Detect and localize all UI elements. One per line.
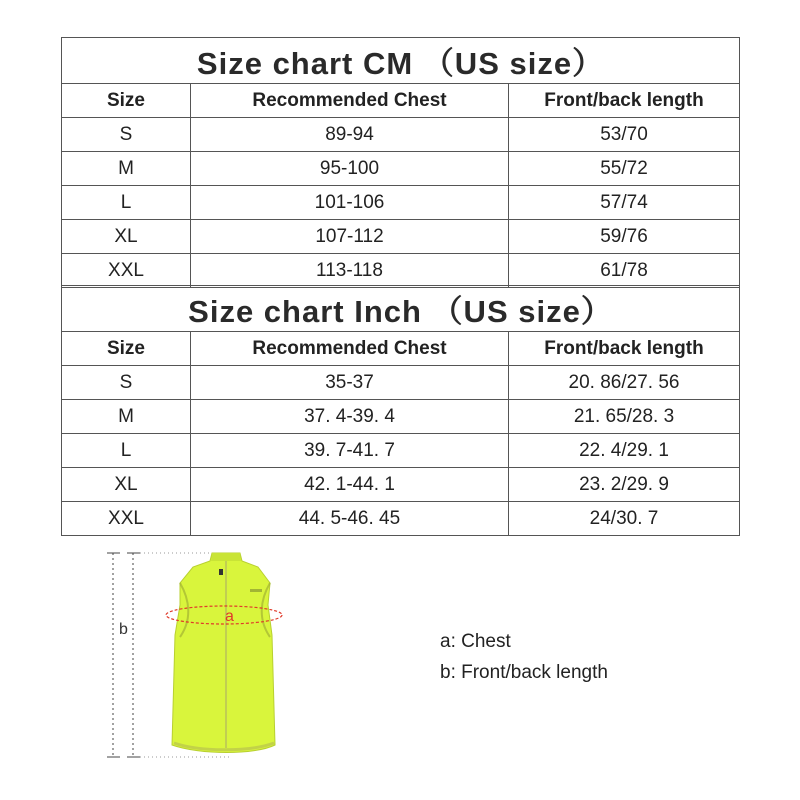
legend-chest: a: Chest — [440, 631, 511, 652]
table-row — [62, 468, 740, 502]
table-row — [62, 400, 740, 434]
table-row — [62, 434, 740, 468]
chest-cell: 37. 4-39. 4 — [191, 400, 509, 434]
chest-cell: 101-106 — [191, 186, 509, 220]
length-cell: 20. 86/27. 56 — [509, 366, 740, 400]
chest-cell: 44. 5-46. 45 — [191, 502, 509, 536]
chest-cell: 35-37 — [191, 366, 509, 400]
chest-cell: 107-112 — [191, 220, 509, 254]
length-cell: 23. 2/29. 9 — [509, 468, 740, 502]
inch-header-length: Front/back length — [509, 332, 740, 366]
table-row — [62, 118, 740, 152]
measurement-legend — [440, 626, 608, 688]
length-cell: 61/78 — [509, 254, 740, 288]
size-cell: XL — [62, 220, 191, 254]
inch-header-chest: Recommended Chest — [191, 332, 509, 366]
size-cell: L — [62, 434, 191, 468]
chest-cell: 89-94 — [191, 118, 509, 152]
vest-icon — [172, 553, 275, 753]
size-cell: S — [62, 366, 191, 400]
length-cell: 22. 4/29. 1 — [509, 434, 740, 468]
length-cell: 24/30. 7 — [509, 502, 740, 536]
size-chart-inch-table — [61, 285, 740, 536]
table-row — [62, 366, 740, 400]
inch-table-title: Size chart Inch （US size） — [62, 286, 740, 332]
length-cell: 55/72 — [509, 152, 740, 186]
cm-table-title: Size chart CM （US size） — [62, 38, 740, 84]
length-cell: 53/70 — [509, 118, 740, 152]
vest-measurement-diagram — [100, 545, 330, 770]
chest-cell: 42. 1-44. 1 — [191, 468, 509, 502]
size-cell: XXL — [62, 502, 191, 536]
cm-header-size: Size — [62, 84, 191, 118]
label-b: b — [119, 621, 128, 638]
length-cell: 59/76 — [509, 220, 740, 254]
table-row — [62, 186, 740, 220]
table-row — [62, 220, 740, 254]
size-cell: XL — [62, 468, 191, 502]
size-cell: M — [62, 400, 191, 434]
chest-cell: 95-100 — [191, 152, 509, 186]
size-cell: XXL — [62, 254, 191, 288]
label-a: a — [225, 608, 234, 625]
table-row — [62, 502, 740, 536]
cm-header-chest: Recommended Chest — [191, 84, 509, 118]
length-cell: 57/74 — [509, 186, 740, 220]
inch-header-size: Size — [62, 332, 191, 366]
legend-length: b: Front/back length — [440, 662, 608, 683]
cm-header-length: Front/back length — [509, 84, 740, 118]
size-chart-cm-table — [61, 37, 740, 288]
size-cell: S — [62, 118, 191, 152]
size-cell: M — [62, 152, 191, 186]
length-cell: 21. 65/28. 3 — [509, 400, 740, 434]
chest-cell: 113-118 — [191, 254, 509, 288]
chest-cell: 39. 7-41. 7 — [191, 434, 509, 468]
table-row — [62, 152, 740, 186]
size-cell: L — [62, 186, 191, 220]
table-row — [62, 254, 740, 288]
